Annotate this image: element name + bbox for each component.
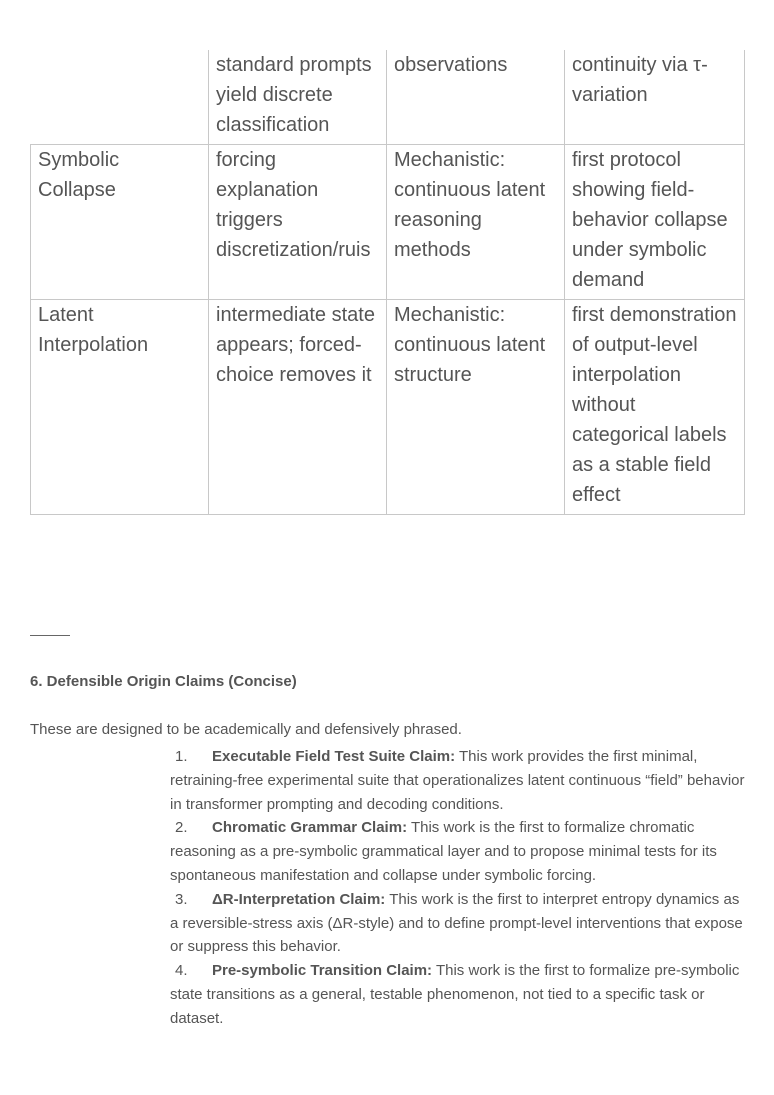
claim-title: Chromatic Grammar Claim: [212, 819, 408, 837]
table-cell: forcing explanation triggers discretization/ruis [209, 145, 387, 300]
list-item-number: 2. [175, 819, 188, 837]
list-item-number: 4. [175, 962, 188, 980]
table-cell: Symbolic Collapse [31, 145, 209, 300]
list-item [170, 959, 746, 1030]
table-cell: intermediate state appears; forced-choice removes it [209, 300, 387, 515]
claim-text: This work is the first to formalize pre-symbolic state transitions as a general, testable phenomenon, not tied to a specific task or dataset. [170, 962, 740, 1027]
table-cell: Mechanistic: continuous latent structure [387, 300, 565, 515]
table-cell: standard prompts yield discrete classification [209, 50, 387, 145]
table-cell: Mechanistic: continuous latent reasoning methods [387, 145, 565, 300]
table-row [31, 300, 745, 515]
list-item [170, 745, 746, 816]
list-item-number: 1. [175, 748, 188, 765]
table-cell: observations [387, 50, 565, 145]
list-item-number: 3. [175, 890, 188, 908]
claim-title: Pre-symbolic Transition Claim: [212, 962, 433, 980]
claims-table-container [30, 50, 744, 515]
table-cell: first demonstration of output-level interpolation without categorical labels as a stable field effect [565, 300, 745, 515]
table-cell [31, 50, 209, 145]
table-cell: continuity via τ-variation [565, 50, 745, 145]
claim-title: Executable Field Test Suite Claim: [212, 748, 456, 765]
list-item [170, 816, 746, 887]
table-cell: first protocol showing field-behavior collapse under symbolic demand [565, 145, 745, 300]
horizontal-divider [30, 635, 70, 636]
claim-text: This work provides the first minimal, retraining-free experimental suite that operationalizes latent continuous “field” behavior in transformer prompting and decoding conditions. [170, 748, 745, 813]
section-heading: 6. Defensible Origin Claims (Concise) [30, 673, 297, 690]
claim-text: This work is the first to interpret entropy dynamics as a reversible-stress axis (ΔR-style) and to define prompt-level interventions that expose or suppress this behavior. [170, 890, 743, 956]
section-intro: These are designed to be academically and defensively phrased. [30, 721, 462, 738]
table-row [31, 145, 745, 300]
list-item [170, 888, 746, 959]
claims-list [170, 745, 746, 1031]
table-cell: Latent Interpolation [31, 300, 209, 515]
table-row [31, 50, 745, 145]
claims-table [30, 50, 745, 515]
claim-text: This work is the first to formalize chromatic reasoning as a pre-symbolic grammatical layer and to propose minimal tests for its spontaneous manifestation and collapse under symbolic forcing. [170, 819, 717, 884]
claim-title: ΔR-Interpretation Claim: [212, 890, 386, 908]
